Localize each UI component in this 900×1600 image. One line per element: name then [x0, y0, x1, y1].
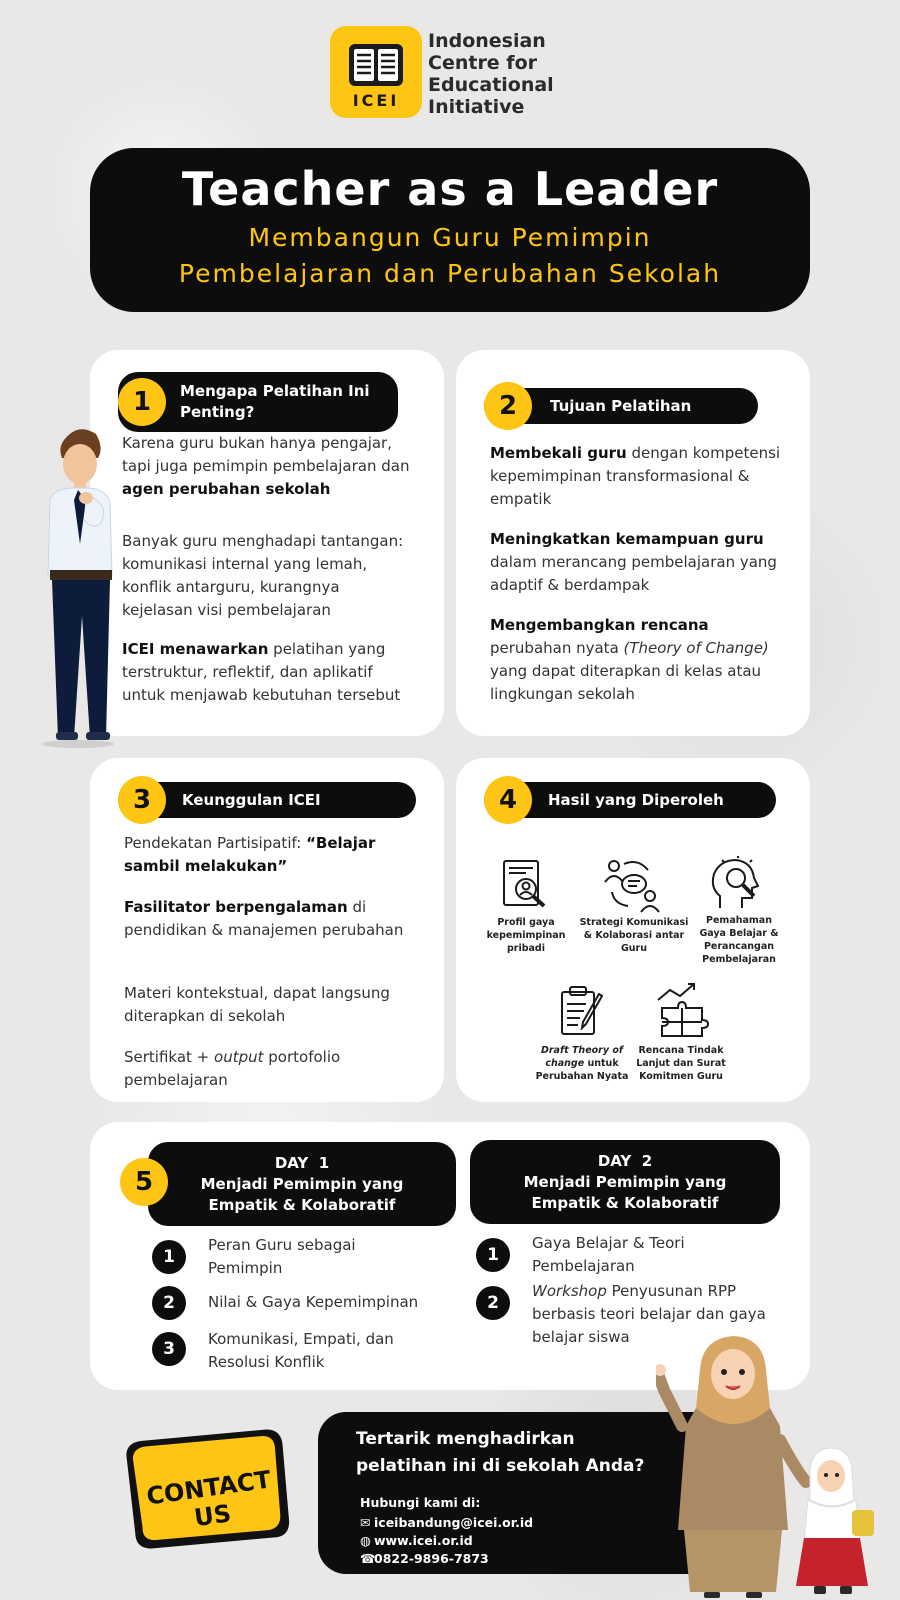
contact-details: Hubungi kami di: ✉ iceibandung@icei.or.id ◍ www.icei.or.id ☎0822-9896-7873	[360, 1495, 534, 1566]
result-label-3: Pemahaman Gaya Belajar & Perancangan Pembelajaran	[699, 915, 779, 965]
why-paragraph-1: Karena guru bukan hanya pengajar, tapi juga pemimpin pembelajaran dan agen perubahan sekolah	[122, 434, 410, 498]
section-number-badge: 2	[484, 382, 532, 430]
advantage-item-4: Sertifikat + output portofolio pembelajaran	[124, 1048, 341, 1089]
day1-item-number: 2	[152, 1286, 186, 1320]
section-number-badge: 4	[484, 776, 532, 824]
result-label-5: Rencana Tindak Lanjut dan Surat Komitmen Guru	[636, 1045, 726, 1082]
female-teacher-student-illustration	[656, 1330, 900, 1600]
day2-item-number: 1	[476, 1238, 510, 1272]
advantage-item-1: Pendekatan Partisipatif: “Belajar sambil melakukan”	[124, 834, 376, 875]
section-results-header: Hasil yang Diperoleh	[484, 782, 776, 818]
section-advantages-header: Keunggulan ICEI	[118, 782, 416, 818]
day2-header: DAY 2 Menjadi Pemimpin yang Empatik & Kolaboratif	[470, 1140, 780, 1224]
day1-item-number: 3	[152, 1332, 186, 1366]
contact-email[interactable]: ✉ iceibandung@icei.or.id	[360, 1515, 534, 1530]
puzzle-growth-icon	[654, 982, 710, 1038]
document-pen-icon	[556, 984, 610, 1038]
section-number-badge: 1	[118, 378, 166, 426]
section-goals-header: Tujuan Pelatihan	[484, 388, 758, 424]
communication-icon	[602, 856, 664, 914]
logo-abbreviation: ICEI	[352, 91, 400, 110]
section-number-badge: 3	[118, 776, 166, 824]
head-search-icon	[708, 856, 768, 912]
profile-document-icon	[498, 858, 554, 912]
section-number-badge: 5	[120, 1158, 168, 1206]
advantage-item-3: Materi kontekstual, dapat langsung diterapkan di sekolah	[124, 984, 390, 1025]
contact-us-badge[interactable]	[116, 1417, 302, 1563]
result-label-1: Profil gaya kepemimpinan pribadi	[486, 917, 566, 954]
page-title: Teacher as a Leader	[181, 162, 719, 216]
male-teacher-illustration	[28, 420, 128, 750]
contact-badge-label: CONTACT US	[144, 1465, 273, 1533]
day1-item-3: Komunikasi, Empati, dan Resolusi Konflik	[208, 1330, 394, 1371]
advantage-item-2: Fasilitator berpengalaman di pendidikan & manajemen perubahan	[124, 898, 404, 939]
why-paragraph-2: Banyak guru menghadapi tantangan: komunikasi internal yang lemah, konflik antarguru, kurangnya kejelasan visi pembelajaran	[122, 532, 404, 619]
day1-item-1: Peran Guru sebagai Pemimpin	[208, 1236, 356, 1277]
day2-item-2: Workshop Penyusunan RPP berbasis teori belajar dan gaya belajar siswa	[532, 1282, 766, 1346]
envelope-icon: ✉	[360, 1515, 371, 1530]
globe-icon: ◍	[360, 1533, 371, 1548]
result-label-4: Draft Theory of change untuk Perubahan Nyata	[535, 1045, 629, 1082]
open-book-icon	[348, 40, 404, 90]
goal-item-3: Mengembangkan rencana perubahan nyata (Theory of Change) yang dapat diterapkan di kelas atau lingkungan sekolah	[490, 616, 769, 703]
result-label-2: Strategi Komunikasi & Kolaborasi antar Guru	[579, 917, 689, 954]
day2-item-number: 2	[476, 1286, 510, 1320]
contact-phone[interactable]: ☎0822-9896-7873	[360, 1551, 489, 1566]
title-banner	[90, 148, 810, 312]
page-subtitle: Membangun Guru Pemimpin Pembelajaran dan Perubahan Sekolah	[178, 223, 722, 288]
day1-header: DAY 1 Menjadi Pemimpin yang Empatik & Kolaboratif	[148, 1142, 456, 1226]
day2-item-1: Gaya Belajar & Teori Pembelajaran	[532, 1234, 685, 1275]
contact-website[interactable]: ◍ www.icei.or.id	[360, 1533, 473, 1548]
why-paragraph-3: ICEI menawarkan pelatihan yang terstruktur, reflektif, dan aplikatif untuk menjawab kebutuhan tersebut	[122, 640, 401, 704]
day1-item-number: 1	[152, 1240, 186, 1274]
icei-logo	[330, 26, 422, 118]
phone-icon: ☎	[360, 1551, 376, 1566]
section-why-header: Mengapa Pelatihan Ini Penting?	[118, 372, 398, 432]
organization-name: Indonesian Centre for Educational Initiative	[428, 30, 554, 118]
goal-item-2: Meningkatkan kemampuan guru dalam merancang pembelajaran yang adaptif & berdampak	[490, 530, 777, 594]
day1-item-2: Nilai & Gaya Kepemimpinan	[208, 1293, 419, 1311]
goal-item-1: Membekali guru dengan kompetensi kepemimpinan transformasional & empatik	[490, 444, 781, 508]
contact-headline: Tertarik menghadirkan pelatihan ini di sekolah Anda?	[356, 1429, 645, 1476]
